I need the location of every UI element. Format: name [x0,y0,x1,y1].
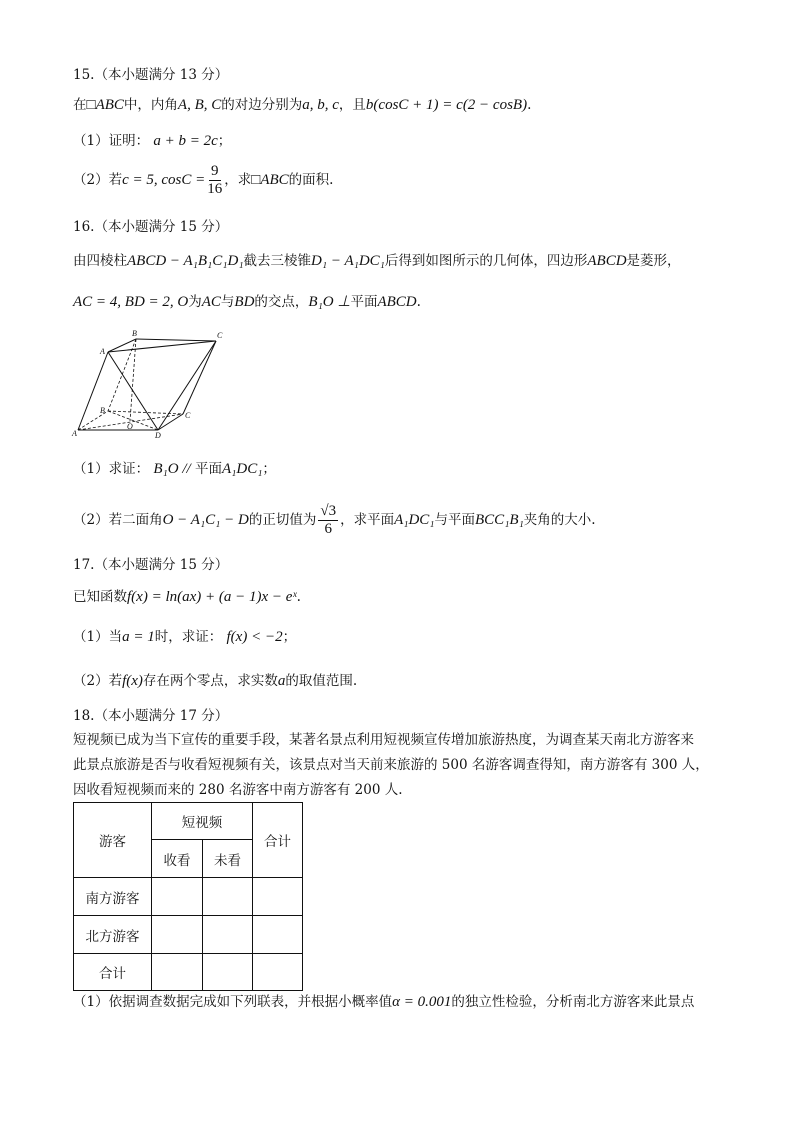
table-row [74,954,303,991]
solid-figure [70,326,230,442]
label-c: C [185,411,191,420]
q17-p1-text: 时，求证： [154,629,223,645]
q15-stem-e: 的对边分别为 [221,97,303,113]
table-cell [203,954,253,991]
q16-l1-b: ABCD − A₁B₁C₁D₁ [127,253,244,269]
q15-p2-math: c = 5, cosC = [122,172,206,188]
q15-p2-end: 的面积. [288,172,334,188]
q16-p2-text: 的正切值为 [248,512,317,528]
q15-p2-text: ，求 [224,172,252,188]
q18-p1-c: 的独立性检验，分析南北方游客来此景点 [451,994,695,1010]
label-a: A [72,429,77,438]
q16-p2-math: O − A₁C₁ − D [162,512,249,528]
triangle-icon: □ [251,172,261,188]
q15-stem-h: b(cosC + 1) = c(2 − cosB) [365,97,528,113]
q18-header: 18.（本小题满分 17 分） [73,708,229,724]
q18-part1 [73,993,694,1011]
q17-stem-a: 已知函数 [73,589,127,605]
q15-stem-c: 中，内角 [123,97,178,113]
q17-p1-end: ； [282,629,297,645]
label-o: O [127,422,133,431]
q16-l2-b: 为 [188,294,202,310]
q17-p1-label: （1）当 [73,629,123,645]
q16-l2-c: AC [201,294,221,310]
q18-stem-line1: 短视频已成为当下宣传的重要手段，某著名景点利用短视频宣传增加旅游热度，为调查某天南北方游客来 [73,732,694,748]
q15-stem-b: ABC [95,97,124,113]
q16-l1-g: 是菱形， [626,253,681,269]
q15-p2-num: 9 [211,163,219,179]
q16-l2-f: 的交点， [254,294,309,310]
triangle-icon: □ [86,97,96,113]
q16-l2-j: . [416,294,421,310]
q17-p2-math: f(x) [122,673,143,689]
q16-l2-g: B₁O ⊥ [308,294,351,310]
q17-p1-math: a = 1 [122,629,155,645]
label-b1: B [132,329,137,338]
q15-stem-d: A, B, C [177,97,222,113]
q17-p1-math2: f(x) < −2 [226,629,283,645]
q16-stem-line1 [73,252,681,270]
q16-l1-d: D₁ − A₁DC₁ [311,253,385,269]
q16-p1-label: （1）求证： [73,461,150,477]
q16-stem-line2 [73,293,421,311]
q15-p2-den: 16 [207,181,223,197]
q18-stem-line3: 因收看短视频而来的 280 名游客中南方游客有 200 人. [73,782,403,798]
q16-l1-a: 由四棱柱 [73,253,127,269]
q17-part1 [73,628,296,646]
q18-stem-line2: 此景点旅游是否与收看短视频有关，该景点对当天前来旅游的 500 名游客调查得知，南方游客有 300 人， [73,757,709,773]
q16-l2-e: BD [234,294,255,310]
table-cell [203,916,253,954]
table-cell [152,954,203,991]
q15-stem [73,96,531,114]
q15-stem-i: . [527,97,532,113]
table-row-label: 南方游客 [74,878,152,916]
q17-p2-end: 的取值范围. [285,673,358,689]
q16-part1 [73,460,276,478]
label-a1: A [100,347,105,356]
q16-p1-text: 平面 [194,461,222,477]
table-row [74,916,303,954]
label-d: D [155,431,161,440]
table-header-watch: 收看 [152,840,203,878]
q15-p2-label: （2）若 [73,172,123,188]
q16-p2-label: （2）若二面角 [73,512,163,528]
q16-l1-f: ABCD [587,253,627,269]
q15-part2 [73,160,333,200]
q15-part1 [73,132,231,150]
table-cell [253,878,303,916]
q16-p2-end: 夹角的大小. [523,512,596,528]
table-header-video: 短视频 [152,803,253,840]
q16-p1-math2: A₁DC₁ [221,461,263,477]
q17-part2 [73,672,357,690]
contingency-table [73,802,303,991]
q17-p2-label: （2）若 [73,673,123,689]
q16-header: 16.（本小题满分 15 分） [73,219,229,235]
q15-stem-f: a, b, c [302,97,339,113]
q16-p2-fraction [318,503,338,538]
q15-p1-end: ； [217,133,232,149]
q17-header: 17.（本小题满分 15 分） [73,557,229,573]
q18-p1-a: （1）依据调查数据完成如下列联表，并根据小概率值 [73,994,393,1010]
q17-stem [73,588,301,606]
q18-p1-b: α = 0.001 [392,994,452,1010]
label-b: B [100,406,105,415]
table-row-label: 北方游客 [74,916,152,954]
q16-l2-d: 与 [220,294,235,310]
q15-stem-g: ，且 [338,97,366,113]
q16-part2 [73,498,596,542]
table-cell [203,878,253,916]
q16-p2-text2: ，求平面 [340,512,395,528]
q16-p2-den: 6 [324,521,332,537]
table-header-total: 合计 [253,803,303,878]
q15-p1-label: （1）证明： [73,133,150,149]
table-cell [152,916,203,954]
q16-l2-h: 平面 [350,294,378,310]
q16-p1-math: B₁O // [153,461,191,477]
q16-l1-c: 截去三棱锥 [243,253,312,269]
q17-p2-math2: a [277,673,286,689]
q15-stem-a: 在 [73,97,87,113]
table-row [74,878,303,916]
table-cell [152,878,203,916]
q15-p2-math2: ABC [260,172,289,188]
q16-p2-math2: A₁DC₁ [394,512,435,528]
q16-l2-i: ABCD [377,294,417,310]
q16-p2-math3: BCC₁B₁ [475,512,524,528]
label-c1: C [217,331,223,340]
q16-l2-a: AC = 4, BD = 2, O [73,294,189,310]
q17-p2-text: 存在两个零点，求实数 [142,673,278,689]
q17-stem-b: f(x) = ln(ax) + (a − 1)x − eˣ [127,589,297,605]
table-cell [253,954,303,991]
q16-p2-num: √3 [320,503,337,519]
table-header-notwatch: 未看 [203,840,253,878]
table-header-tourist: 游客 [74,803,152,878]
q15-p2-fraction [207,163,222,198]
q15-p1-math: a + b = 2c [153,133,218,149]
q16-p1-end: ； [262,461,276,477]
q17-stem-c: . [296,589,301,605]
table-row-label: 合计 [74,954,152,991]
table-cell [253,916,303,954]
q15-header: 15.（本小题满分 13 分） [73,67,229,83]
q16-p2-text3: 与平面 [434,512,476,528]
q16-l1-e: 后得到如图所示的几何体，四边形 [384,253,588,269]
